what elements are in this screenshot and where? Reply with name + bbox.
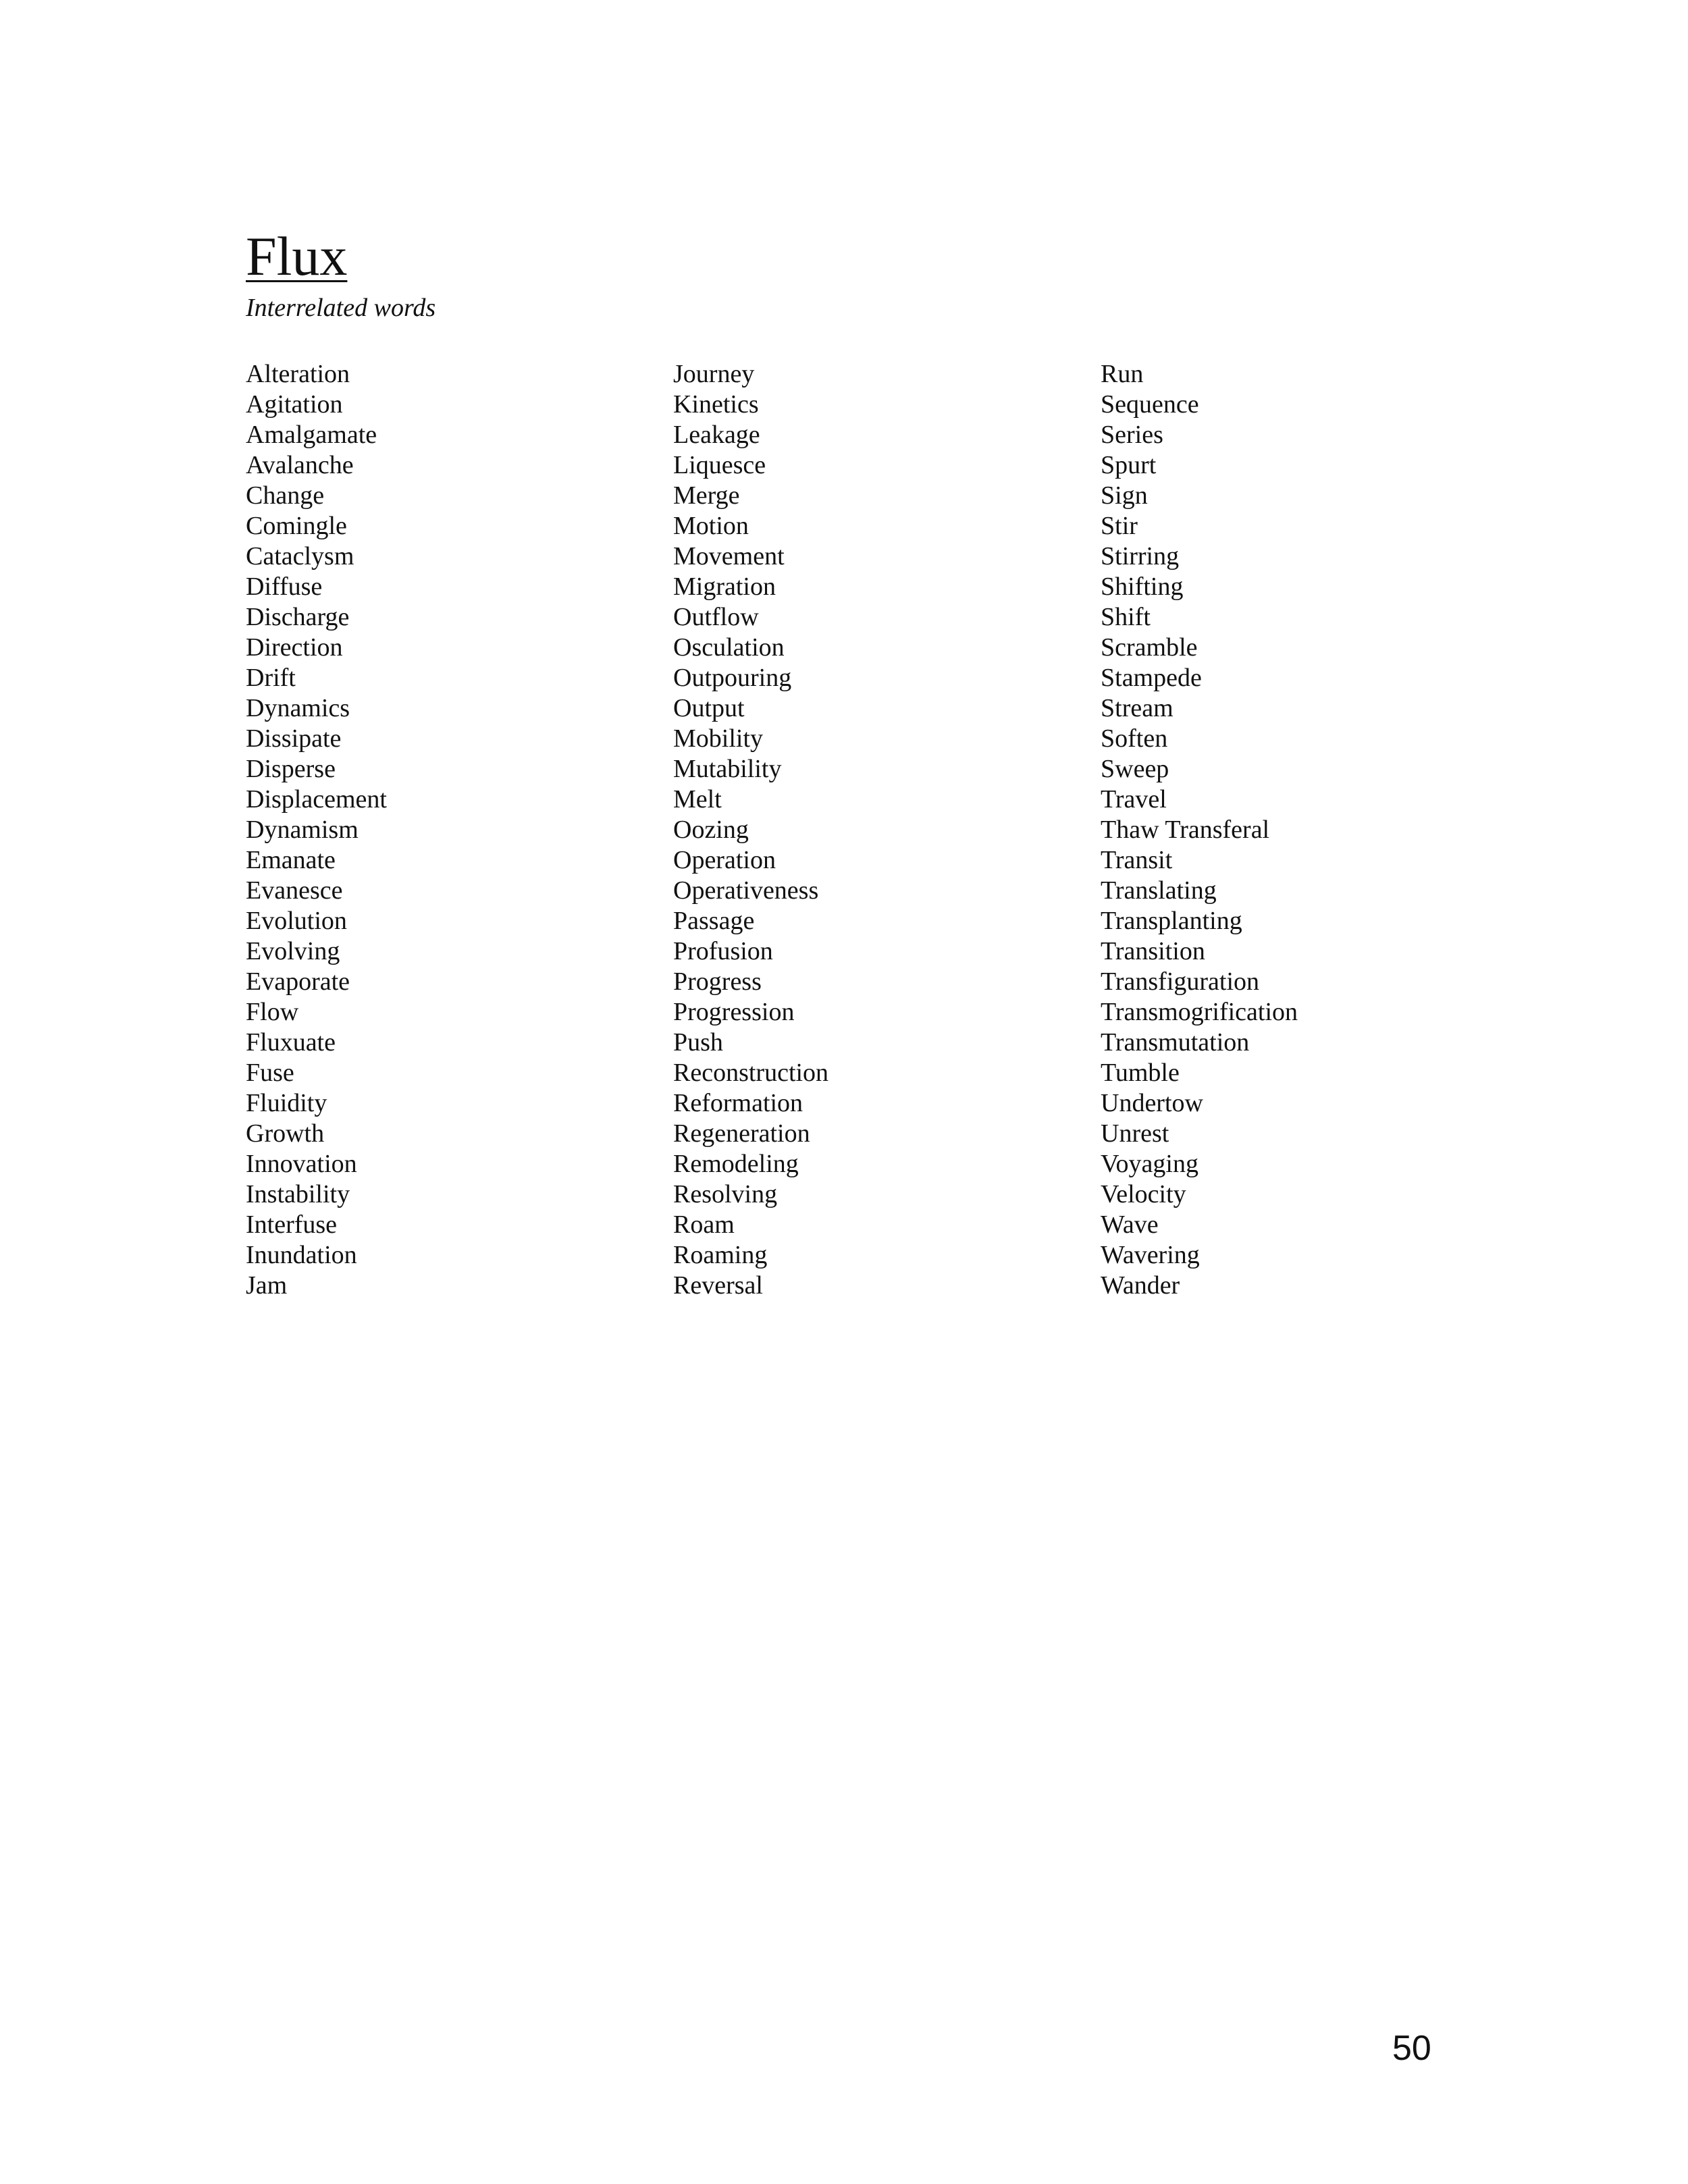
word-item: Displacement <box>246 785 387 814</box>
word-item: Roam <box>673 1210 735 1239</box>
word-item: Transplanting <box>1101 907 1242 935</box>
word-item: Scramble <box>1101 633 1198 662</box>
word-item: Alteration <box>246 360 350 388</box>
word-item: Comingle <box>246 512 347 540</box>
word-item: Sweep <box>1101 755 1169 783</box>
word-item: Output <box>673 694 745 722</box>
word-item: Inundation <box>246 1241 357 1269</box>
word-item: Growth <box>246 1119 325 1148</box>
word-item: Progression <box>673 998 795 1026</box>
word-item: Direction <box>246 633 343 662</box>
word-item: Operativeness <box>673 876 819 905</box>
word-item: Push <box>673 1028 723 1057</box>
word-item: Cataclysm <box>246 542 354 570</box>
word-item: Resolving <box>673 1180 778 1208</box>
word-item: Tumble <box>1101 1059 1180 1087</box>
word-item: Dynamism <box>246 816 359 844</box>
word-item: Profusion <box>673 937 773 965</box>
word-item: Interfuse <box>246 1210 338 1239</box>
word-item: Instability <box>246 1180 350 1208</box>
word-item: Velocity <box>1101 1180 1186 1208</box>
word-item: Outpouring <box>673 664 792 692</box>
word-item: Undertow <box>1101 1089 1203 1117</box>
word-item: Osculation <box>673 633 785 662</box>
word-item: Regeneration <box>673 1119 810 1148</box>
word-item: Reformation <box>673 1089 803 1117</box>
word-item: Dissipate <box>246 724 342 753</box>
word-item: Stir <box>1101 512 1138 540</box>
word-item: Stream <box>1101 694 1173 722</box>
word-item: Sign <box>1101 481 1148 510</box>
word-item: Sequence <box>1101 390 1199 419</box>
word-item: Wavering <box>1101 1241 1200 1269</box>
word-item: Liquesce <box>673 451 766 479</box>
word-item: Fluidity <box>246 1089 327 1117</box>
word-item: Avalanche <box>246 451 354 479</box>
word-item: Roaming <box>673 1241 768 1269</box>
word-item: Transmogrification <box>1101 998 1298 1026</box>
word-item: Evolution <box>246 907 347 935</box>
word-item: Evaporate <box>246 967 350 996</box>
word-item: Disperse <box>246 755 336 783</box>
word-item: Merge <box>673 481 740 510</box>
word-item: Mutability <box>673 755 782 783</box>
word-item: Diffuse <box>246 572 323 601</box>
word-item: Fuse <box>246 1059 294 1087</box>
word-item: Outflow <box>673 603 759 631</box>
word-item: Jam <box>246 1271 288 1300</box>
word-item: Reversal <box>673 1271 763 1300</box>
word-item: Evanesce <box>246 876 343 905</box>
word-item: Transfiguration <box>1101 967 1260 996</box>
word-item: Shift <box>1101 603 1151 631</box>
word-item: Dynamics <box>246 694 350 722</box>
word-item: Innovation <box>246 1150 357 1178</box>
word-item: Soften <box>1101 724 1168 753</box>
word-item: Stampede <box>1101 664 1202 692</box>
word-item: Remodeling <box>673 1150 799 1178</box>
word-item: Operation <box>673 846 776 874</box>
word-item: Reconstruction <box>673 1059 829 1087</box>
word-item: Passage <box>673 907 755 935</box>
word-item: Translating <box>1101 876 1217 905</box>
word-item: Agitation <box>246 390 343 419</box>
word-item: Mobility <box>673 724 764 753</box>
word-item: Spurt <box>1101 451 1157 479</box>
word-item: Amalgamate <box>246 421 377 449</box>
word-item: Evolving <box>246 937 340 965</box>
word-column-1 <box>246 359 387 1301</box>
word-item: Voyaging <box>1101 1150 1198 1178</box>
page-title: Flux <box>246 225 348 287</box>
word-item: Kinetics <box>673 390 759 419</box>
word-item: Unrest <box>1101 1119 1169 1148</box>
word-item: Journey <box>673 360 755 388</box>
word-column-3 <box>1101 359 1298 1301</box>
word-item: Leakage <box>673 421 760 449</box>
word-item: Series <box>1101 421 1163 449</box>
word-item: Melt <box>673 785 722 814</box>
page-number: 50 <box>1392 2029 1431 2068</box>
word-item: Run <box>1101 360 1144 388</box>
word-item: Motion <box>673 512 749 540</box>
word-item: Thaw Transferal <box>1101 816 1270 844</box>
word-column-2 <box>673 359 828 1301</box>
word-item: Transition <box>1101 937 1205 965</box>
word-item: Oozing <box>673 816 749 844</box>
word-item: Stirring <box>1101 542 1180 570</box>
word-item: Travel <box>1101 785 1167 814</box>
word-item: Fluxuate <box>246 1028 336 1057</box>
word-item: Emanate <box>246 846 336 874</box>
word-item: Drift <box>246 664 296 692</box>
word-item: Flow <box>246 998 299 1026</box>
word-item: Change <box>246 481 325 510</box>
word-item: Wave <box>1101 1210 1159 1239</box>
word-item: Movement <box>673 542 785 570</box>
word-item: Migration <box>673 572 776 601</box>
word-item: Progress <box>673 967 762 996</box>
word-item: Transit <box>1101 846 1173 874</box>
word-item: Discharge <box>246 603 350 631</box>
word-item: Transmutation <box>1101 1028 1250 1057</box>
word-item: Shifting <box>1101 572 1184 601</box>
page-subtitle: Interrelated words <box>246 294 436 322</box>
word-item: Wander <box>1101 1271 1180 1300</box>
